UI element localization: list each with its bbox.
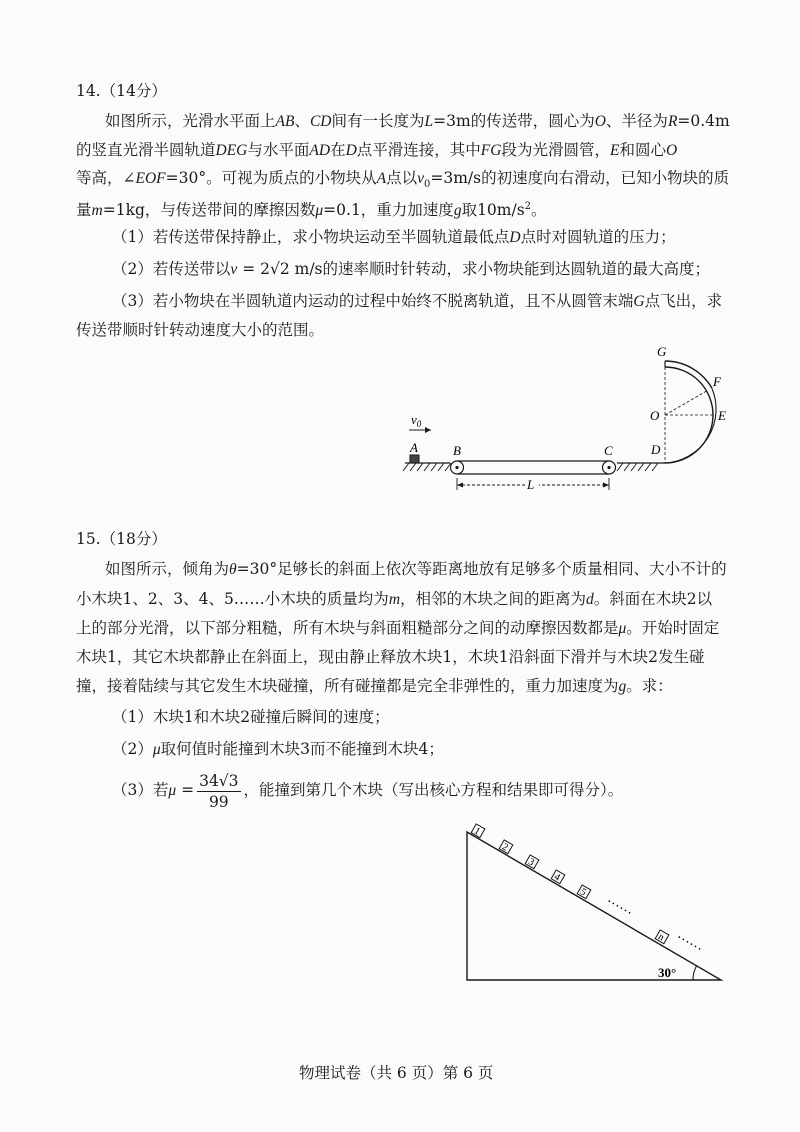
q14-conveyor-figure <box>395 340 740 500</box>
svg-text:n: n <box>656 931 666 944</box>
angle-label: 30° <box>658 965 677 980</box>
q14-sub-3-cont: 传送带顺时针转动速度大小的范围。 <box>76 321 325 339</box>
label-o: O <box>650 408 660 423</box>
label-g: G <box>657 344 667 359</box>
dots-2: …… <box>675 926 707 954</box>
block-3 <box>524 855 538 870</box>
svg-text:5: 5 <box>578 886 588 899</box>
block-1 <box>470 824 484 839</box>
block-a <box>410 455 419 463</box>
q15-sub-3: （3）若μ = $\frac{34√3}{99}$ ，能撞到第几个木块（写出核心方程和结果即可得分）。 <box>112 771 624 811</box>
block-4 <box>550 870 564 885</box>
q14-sub-3: （3）若小物块在半圆轨道内运动的过程中始终不脱离轨道，且不从圆管末端G点飞出，求 <box>112 292 723 310</box>
label-d: D <box>651 442 661 457</box>
q14-text-line-2: 的竖直光滑半圆轨道DEG与水平面AD在D点平滑连接，其中FG段为光滑圆管，E和圆心O <box>76 141 678 159</box>
incline <box>467 832 721 980</box>
svg-text:3: 3 <box>526 856 536 869</box>
q15-text-line-2: 小木块1、2、3、4、5……小木块的质量均为m，相邻的木块之间的距离为d。斜面在木块2以 <box>76 590 713 608</box>
q14-sub-1: （1）若传送带保持静止，求小物块运动至半圆轨道最低点D点时对圆轨道的压力； <box>112 228 676 246</box>
label-v0: $v_0$ <box>411 412 422 429</box>
dots-1: …… <box>605 890 637 918</box>
label-f: F <box>713 374 721 389</box>
q15-header: 15.（18分） <box>76 530 167 548</box>
q14-text-line-1: 如图所示，光滑水平面上AB、CD间有一长度为L=3m的传送带，圆心为O、半径为R=0.4m <box>105 112 730 130</box>
q15-text-line-1: 如图所示，倾角为θ=30°足够长的斜面上依次等距离地放有足够多个质量相同、大小不计的 <box>105 560 727 578</box>
label-e: E <box>718 408 726 423</box>
label-a: A <box>410 440 418 455</box>
block-2 <box>498 840 512 855</box>
q14-sub-2: （2）若传送带以v = 2√2 m/s的速率顺时针转动，求小物块能到达圆轨道的最大高度； <box>112 260 711 278</box>
q15-text-line-3: 上的部分光滑，以下部分粗糙，所有木块与斜面粗糙部分之间的动摩擦因数都是μ。开始时固定 <box>76 619 720 637</box>
q15-text-line-4: 木块1，其它木块都静止在斜面上，现由静止释放木块1，木块1沿斜面下滑并与木块2发生碰 <box>76 648 705 666</box>
svg-text:1: 1 <box>472 825 482 838</box>
label-l: L <box>527 477 535 492</box>
q15-sub-1: （1）木块1和木块2碰撞后瞬间的速度； <box>112 708 390 726</box>
svg-text:2: 2 <box>500 841 510 854</box>
q15-sub-2: （2）μ取何值时能撞到木块3而不能撞到木块4； <box>112 740 444 758</box>
q15-incline-figure <box>455 820 735 990</box>
tube-fg <box>665 361 712 388</box>
mu-fraction: $\frac{34√3}{99}$ <box>199 771 239 811</box>
svg-text:4: 4 <box>552 871 562 884</box>
q15-text-line-5: 撞，接着陆续与其它发生木块碰撞，所有碰撞都是完全非弹性的，重力加速度为g。求： <box>76 677 673 695</box>
q14-text-line-4: 量m=1kg，与传送带间的摩擦因数μ=0.1，重力加速度g取$10m/s^2$。 <box>76 201 547 220</box>
label-c: C <box>604 443 613 458</box>
q14-text-line-3: 等高，∠EOF=30°。可视为质点的小物块从A点以$v_0=3m/s$的初速度向右滑动，已知小物块的质 <box>76 169 730 191</box>
page-footer: 物理试卷（共 6 页）第 6 页 <box>299 1064 494 1082</box>
q14-header: 14.（14分） <box>76 82 167 100</box>
label-b: B <box>453 443 461 458</box>
